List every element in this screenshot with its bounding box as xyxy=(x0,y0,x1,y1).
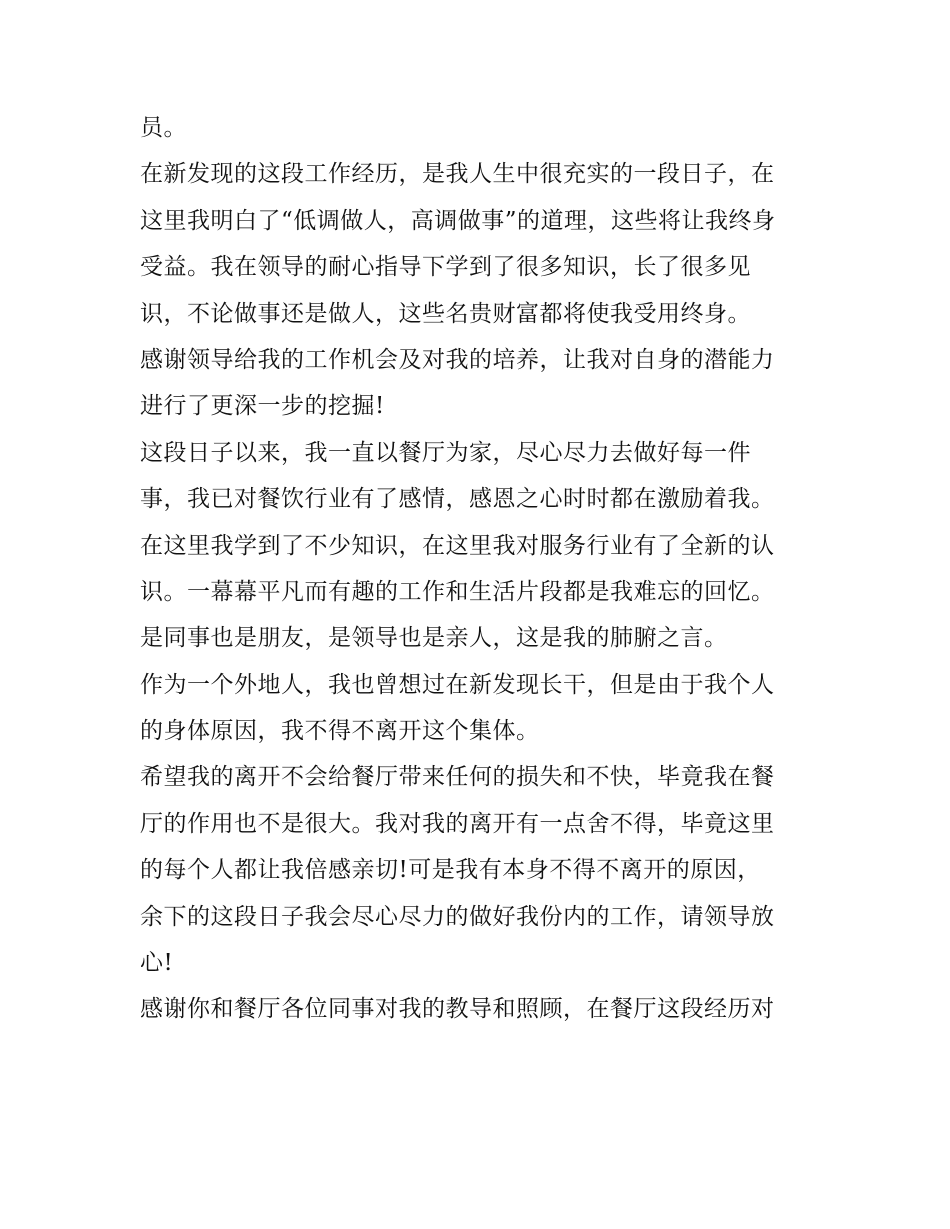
text-line: 员。 xyxy=(140,115,187,141)
text-line: 希望我的离开不会给餐厅带来任何的损失和不快，毕竟我在餐 xyxy=(140,764,775,791)
body-text xyxy=(140,105,820,1033)
text-line: 这里我明白了“低调做人，高调做事”的道理，这些将让我终身 xyxy=(140,207,776,234)
text-line: 识。一幕幕平凡而有趣的工作和生活片段都是我难忘的回忆。 xyxy=(140,578,775,605)
text-line: 进行了更深一步的挖掘! xyxy=(140,393,385,420)
text-line: 事，我已对餐饮行业有了感情，感恩之心时时都在激励着我。 xyxy=(140,486,775,513)
text-line: 感谢领导给我的工作机会及对我的培养，让我对自身的潜能力 xyxy=(140,346,775,373)
text-line: 厅的作用也不是很大。我对我的离开有一点舍不得，毕竟这里 xyxy=(140,810,775,837)
text-line: 的每个人都让我倍感亲切!可是我有本身不得不离开的原因， xyxy=(140,857,761,884)
text-line: 感谢你和餐厅各位同事对我的教导和照顾，在餐厅这段经历对 xyxy=(140,996,775,1023)
text-line: 作为一个外地人，我也曾想过在新发现长干，但是由于我个人 xyxy=(140,671,775,698)
text-line: 余下的这段日子我会尽心尽力的做好我份内的工作，请领导放 xyxy=(140,903,775,930)
text-line: 在新发现的这段工作经历，是我人生中很充实的一段日子，在 xyxy=(140,161,775,188)
text-line: 受益。我在领导的耐心指导下学到了很多知识，长了很多见 xyxy=(140,254,751,281)
text-line: 识，不论做事还是做人，这些名贵财富都将使我受用终身。 xyxy=(140,300,751,327)
text-line: 是同事也是朋友，是领导也是亲人，这是我的肺腑之言。 xyxy=(140,625,728,652)
text-line: 这段日子以来，我一直以餐厅为家，尽心尽力去做好每一件 xyxy=(140,439,751,466)
text-line: 的身体原因，我不得不离开这个集体。 xyxy=(140,718,540,745)
text-line: 心! xyxy=(140,950,174,977)
text-line: 在这里我学到了不少知识，在这里我对服务行业有了全新的认 xyxy=(140,532,775,559)
